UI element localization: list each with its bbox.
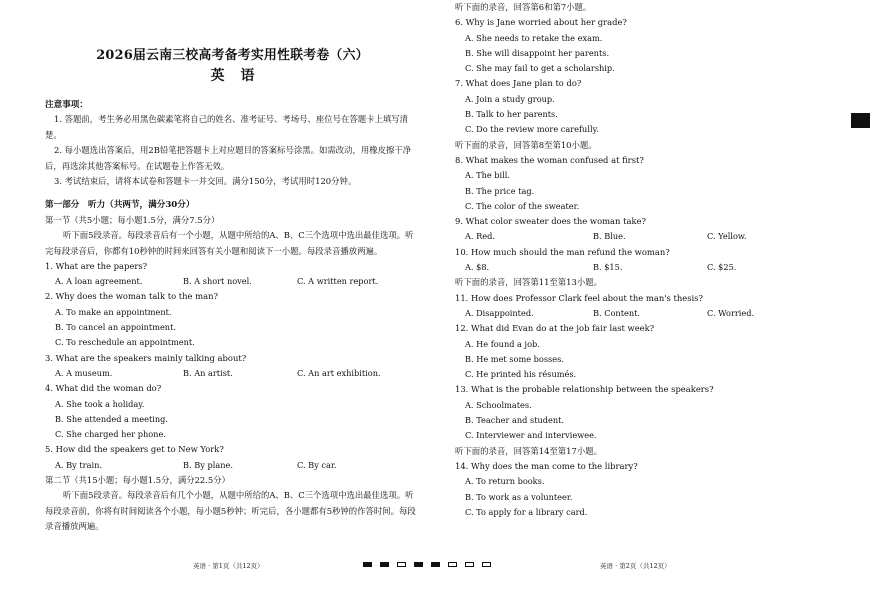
section2-heading: 第二节（共15小题；每小题1.5分，满分22.5分） xyxy=(45,475,230,486)
option-row xyxy=(45,366,420,381)
answer-option: C. By car. xyxy=(297,459,337,470)
registration-mark xyxy=(414,562,423,567)
answer-option: A. $8. xyxy=(465,262,490,273)
registration-mark xyxy=(465,562,474,567)
registration-mark xyxy=(448,562,457,567)
answer-option: A. A loan agreement. xyxy=(55,276,143,287)
answer-option: C. Interviewer and interviewee. xyxy=(465,430,597,441)
answer-option: B. A short novel. xyxy=(183,276,252,287)
page1-footer: 英语 · 第1页（共12页） xyxy=(193,562,264,570)
exam-title: 2026届云南三校高考备考实用性联考卷（六） xyxy=(96,48,369,63)
registration-mark xyxy=(363,562,372,567)
page-right xyxy=(455,0,815,520)
question-text: 6. Why is Jane worried about her grade? xyxy=(455,17,627,28)
answer-option: B. Teacher and student. xyxy=(465,415,565,426)
section1-instructions: 听下面5段录音。每段录音后有一个小题，从题中所给的A、B、C三个选项中选出最佳选项。听完每段录音后，你都有10秒钟的时间来回答有关小题和阅读下一小题。每段录音播放两遍。 xyxy=(45,230,414,256)
question-text: 12. What did Evan do at the job fair last week? xyxy=(455,323,655,334)
registration-marks xyxy=(363,562,491,567)
note-item: 3. 考试结束后，请将本试卷和答题卡一并交回。满分150分，考试用时120分钟。 xyxy=(54,176,357,186)
answer-option: A. He found a job. xyxy=(465,338,540,349)
answer-option: A. To return books. xyxy=(465,476,545,487)
answer-option: A. Disappointed. xyxy=(465,307,534,318)
section2-instructions: 听下面5段录音。每段录音后有几个小题，从题中所给的A、B、C三个选项中选出最佳选项。听每段录音前，你将有时间阅读各个小题，每小题5秒钟；听完后，各小题都有5秒钟的作答时间。每段录音播放两遍。 xyxy=(45,490,416,531)
page2-questions xyxy=(455,0,815,520)
answer-option: B. An artist. xyxy=(183,367,233,378)
listening-instruction: 听下面的录音，回答第6和第7小题。 xyxy=(455,2,592,12)
note-item: 1. 答题前，考生务必用黑色碳素笔将自己的姓名、准考证号、考场号、座位号在答题卡上填写清楚。 xyxy=(45,114,409,140)
question-text: 14. Why does the man come to the library? xyxy=(455,460,638,471)
answer-option: C. The color of the sweater. xyxy=(465,200,580,211)
answer-option: A. Schoolmates. xyxy=(465,399,532,410)
answer-option: B. He met some bosses. xyxy=(465,353,564,364)
answer-option: B. $15. xyxy=(593,262,623,273)
answer-option: C. To reschedule an appointment. xyxy=(55,337,195,348)
option-row xyxy=(455,306,815,321)
section1-heading: 第一节（共5小题；每小题1.5分，满分7.5分） xyxy=(45,215,220,225)
answer-option: B. By plane. xyxy=(183,459,233,470)
answer-option: A. To make an appointment. xyxy=(55,306,172,317)
answer-option: B. The price tag. xyxy=(465,185,535,196)
answer-option: B. To cancel an appointment. xyxy=(55,322,176,333)
answer-option: A. Join a study group. xyxy=(465,93,555,104)
exam-subject: 英语 xyxy=(210,68,271,84)
part1-heading: 第一部分 听力（共两节，满分30分） xyxy=(45,199,195,210)
option-row xyxy=(455,229,815,244)
question-text: 2. Why does the woman talk to the man? xyxy=(45,291,218,302)
question-text: 13. What is the probable relationship between the speakers? xyxy=(455,384,714,395)
notes-heading: 注意事项： xyxy=(45,100,88,110)
listening-instruction: 听下面的录音，回答第11至第13小题。 xyxy=(455,277,602,288)
page-left xyxy=(45,0,420,534)
question-text: 5. How did the speakers get to New York? xyxy=(45,444,224,455)
answer-option: A. A museum. xyxy=(55,367,113,378)
registration-mark xyxy=(397,562,406,567)
registration-mark xyxy=(380,562,389,567)
question-text: 10. How much should the man refund the woman? xyxy=(455,246,670,257)
registration-mark xyxy=(431,562,440,567)
answer-option: B. She will disappoint her parents. xyxy=(465,47,610,58)
listening-instruction: 听下面的录音，回答第14至第17小题。 xyxy=(455,445,602,456)
option-row xyxy=(45,274,420,289)
page1-questions xyxy=(45,259,420,473)
note-item: 2. 每小题选出答案后，用2B铅笔把答题卡上对应题目的答案标号涂黑。如需改动，用橡皮擦干净后，再选涂其他答案标号。在试题卷上作答无效。 xyxy=(45,145,412,171)
answer-option: C. Do the review more carefully. xyxy=(465,124,599,135)
answer-option: C. She may fail to get a scholarship. xyxy=(465,63,615,74)
question-text: 4. What did the woman do? xyxy=(45,383,162,394)
answer-option: B. She attended a meeting. xyxy=(55,413,169,424)
listening-instruction: 听下面的录音，回答第8至第10小题。 xyxy=(455,139,597,150)
answer-option: B. Talk to her parents. xyxy=(465,109,558,120)
answer-option: A. She took a holiday. xyxy=(55,398,145,409)
question-text: 9. What color sweater does the woman take? xyxy=(455,216,646,227)
option-row xyxy=(45,458,420,473)
answer-option: A. The bill. xyxy=(465,170,510,181)
answer-option: A. By train. xyxy=(55,459,102,470)
registration-mark xyxy=(482,562,491,567)
answer-option: C. He printed his résumés. xyxy=(465,369,577,380)
question-text: 11. How does Professor Clark feel about the man's thesis? xyxy=(455,292,703,303)
answer-option: C. Yellow. xyxy=(707,231,747,242)
answer-option: A. She needs to retake the exam. xyxy=(465,32,603,43)
answer-option: C. An art exhibition. xyxy=(297,367,381,378)
answer-option: C. A written report. xyxy=(297,276,379,287)
answer-option: B. To work as a volunteer. xyxy=(465,491,573,502)
answer-option: B. Blue. xyxy=(593,231,626,242)
answer-option: B. Content. xyxy=(593,307,640,318)
answer-option: C. To apply for a library card. xyxy=(465,506,588,517)
answer-option: C. $25. xyxy=(707,262,737,273)
answer-option: A. Red. xyxy=(465,231,495,242)
option-row xyxy=(455,260,815,275)
answer-option: C. She charged her phone. xyxy=(55,429,166,440)
page2-footer: 英语 · 第2页（共12页） xyxy=(600,562,671,570)
registration-block xyxy=(851,113,870,128)
question-text: 8. What makes the woman confused at first? xyxy=(455,154,644,165)
question-text: 7. What does Jane plan to do? xyxy=(455,78,582,89)
answer-option: C. Worried. xyxy=(707,307,755,318)
question-text: 3. What are the speakers mainly talking about? xyxy=(45,352,247,363)
question-text: 1. What are the papers? xyxy=(45,260,148,271)
